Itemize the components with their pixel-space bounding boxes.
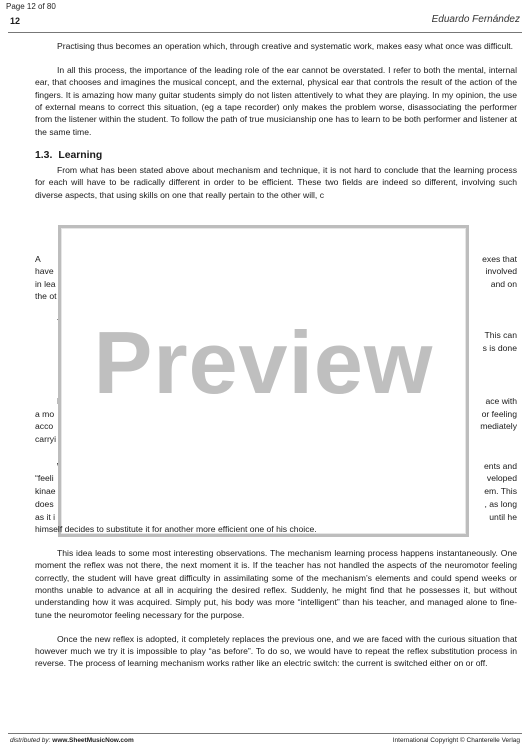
page-counter: Page 12 of 80 bbox=[6, 2, 56, 11]
page-footer bbox=[8, 733, 522, 748]
fragment-right: mediately bbox=[480, 421, 517, 431]
distributor-prefix: distributed by: bbox=[10, 737, 53, 744]
preview-watermark-box bbox=[58, 225, 469, 537]
fragment-left: in lea bbox=[35, 279, 56, 289]
fragment-left: as it i bbox=[35, 512, 56, 522]
paragraph: Once the new reflex is adopted, it completely replaces the previous one, and we are faced with the curious situation that however much we try it is impossible to play “as before”. To do so, we would have to repeat the reflex substitution process in reverse. The process of learning mechanism works rather like an electric switch: the current is switched either on or off. bbox=[35, 633, 517, 669]
distributor-line bbox=[10, 737, 134, 744]
paragraph: himself decides to substitute it for another more efficient one of his choice. bbox=[35, 524, 317, 534]
fragment-right: em. This bbox=[484, 486, 517, 496]
preview-watermark-text: Preview bbox=[93, 313, 434, 412]
fragment-right: , as long bbox=[484, 499, 517, 509]
paragraph: Practising thus becomes an operation which, through creative and systematic work, makes easy what once was difficult. bbox=[57, 41, 514, 51]
fragment-left: does bbox=[35, 499, 54, 509]
fragment-right: ents and bbox=[484, 461, 517, 471]
fragment-left: acco bbox=[35, 421, 54, 431]
section-number: 1.3. bbox=[35, 149, 53, 161]
fragment-left: A bbox=[35, 254, 41, 264]
section-heading bbox=[35, 150, 517, 162]
page-body bbox=[35, 40, 517, 201]
section-title: Learning bbox=[58, 149, 103, 161]
author-name: Eduardo Fernández bbox=[431, 14, 520, 25]
fragment-right: This can bbox=[484, 330, 517, 340]
fragment-right: and on bbox=[490, 279, 517, 289]
paragraph: In all this process, the importance of the leading role of the ear cannot be overstated. I refer to both the mental, internal ear, that chooses and imagines the musical concept, and the external, physical ear that controls the result of the action of the fingers. It is amazing how many guitar students simply do not listen attentively to what they are playing. In my opinion, the use of external means to correct this situation, (eg a tape recorder) only makes the problem worse, disassociating the performer from the listener within the student. To follow the path of true musicianship one has to learn to be both performer and listener at the same time. bbox=[35, 65, 517, 137]
fragment-right: until he bbox=[489, 512, 517, 522]
fragment-left: the ot bbox=[35, 291, 57, 301]
fragment-right: involved bbox=[485, 266, 517, 276]
distributor-link[interactable]: www.SheetMusicNow.com bbox=[52, 737, 134, 744]
fragment-left: have bbox=[35, 266, 54, 276]
fragment-right: or feeling bbox=[481, 409, 517, 419]
fragment-left: “feeli bbox=[35, 473, 54, 483]
page-number: 12 bbox=[10, 16, 21, 26]
fragment-right: exes that bbox=[482, 254, 517, 264]
fragment-left: a mo bbox=[35, 409, 55, 419]
fragment-right: ace with bbox=[485, 396, 517, 406]
page-body-continued bbox=[35, 523, 517, 681]
fragment-left: carryi bbox=[35, 434, 57, 444]
fragment-right: veloped bbox=[486, 473, 517, 483]
paragraph: From what has been stated above about mechanism and technique, it is not hard to conclude that the learning process for each will have to be radically different in order to be efficient. These two fields are indeed so different, involving such diverse aspects, that using skills on one that really pertain to the other will, c bbox=[35, 164, 517, 200]
paragraph: This idea leads to some most interesting observations. The mechanism learning process happens instantaneously. One moment the reflex was not there, the next moment it is. If the teacher has not handled the aspects of the neuromotor feeling correctly, the student will have great difficulty in assimilating some of the mechanism’s elements and could spend weeks or months unable to advance at all in acquiring the desired reflex. Suddenly, he might find that he possesses it, but without understanding how it was acquired. Simply put, his body was more “intelligent” than his teacher, and managed alone to fine-tune the neuromotor feeling necessary for the purpose. bbox=[35, 548, 517, 620]
copyright-notice: International Copyright © Chanterelle Verlag bbox=[392, 737, 520, 744]
running-header bbox=[8, 14, 522, 33]
fragment-left: kinae bbox=[35, 486, 56, 496]
fragment-right: s is done bbox=[482, 343, 517, 353]
